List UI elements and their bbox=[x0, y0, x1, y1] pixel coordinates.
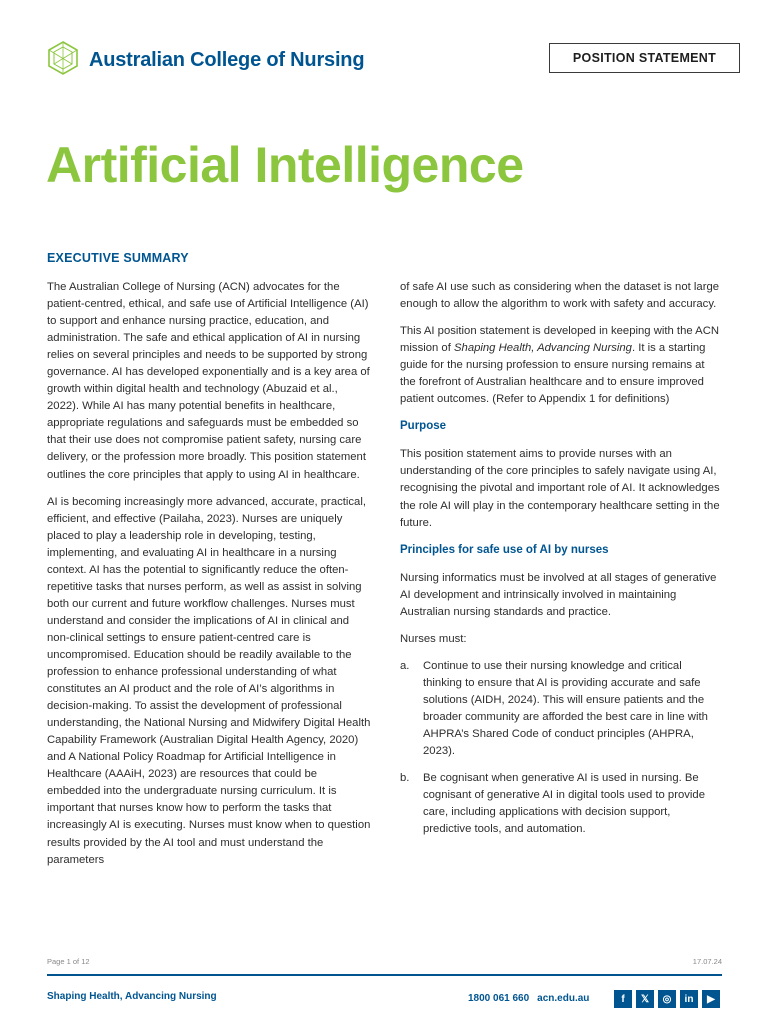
page-title: Artificial Intelligence bbox=[46, 137, 524, 193]
list-item bbox=[400, 770, 720, 838]
footer-meta bbox=[47, 957, 722, 966]
purpose-text: This position statement aims to provide nurses with an understanding of the core principles to safely navigate using AI, recognising the pivotal and important role of AI. It acknowledges the role AI will play in the contemporary healthcare setting in the future. bbox=[400, 448, 720, 529]
acn-logo-icon bbox=[45, 40, 81, 81]
publish-date: 17.07.24 bbox=[692, 957, 722, 966]
youtube-icon[interactable]: ▶ bbox=[702, 990, 720, 1008]
right-column bbox=[400, 279, 720, 848]
org-name: Australian College of Nursing bbox=[89, 49, 365, 71]
website-link[interactable]: acn.edu.au bbox=[537, 993, 590, 1004]
principles-heading: Principles for safe use of AI by nurses bbox=[400, 543, 609, 556]
position-statement-badge: POSITION STATEMENT bbox=[549, 43, 740, 73]
executive-summary-heading: EXECUTIVE SUMMARY bbox=[47, 251, 189, 265]
summary-paragraph-4 bbox=[400, 323, 720, 408]
social-links bbox=[614, 990, 720, 1008]
facebook-icon[interactable]: f bbox=[614, 990, 632, 1008]
principles-intro: Nursing informatics must be involved at all stages of generative AI development and intrinsically involved in maintaining Australian nursing standards and practice. bbox=[400, 571, 717, 618]
phone-number[interactable]: 1800 061 660 bbox=[468, 993, 530, 1004]
summary-paragraph-2: AI is becoming increasingly more advanced, accurate, practical, efficient, and effective (Pailaha, 2023). Nurses are uniquely placed to play a leadership role in developing, testing, implementing, and evaluating AI in healthcare in a nursing context. AI has the potential to significantly reduce the often-repetitive tasks that nurses perform, as well as assist in solving both our current and future workflow challenges. Nurses must understand and consider the implications of AI in clinical and non-clinical settings to ensure patient-centred care is uncompromised. Education should be readily available to the profession to enhance professional understanding of what constitutes an AI product and the role of AI’s algorithms in decision-making. To assist the development of professional understanding, the National Nursing and Midwifery Digital Health Capability Framework (Australian Digital Health Agency, 2020) and A National Policy Roadmap for Artificial Intelligence in Healthcare (AAAiH, 2023) are resources that could be embedded into the undergraduate nursing curriculum. It is important that nurses know how to perform the tasks that increasingly AI is executing. Nurses must know when to question results provided by the AI tool and must understand the parameters bbox=[47, 495, 371, 866]
acn-logo[interactable] bbox=[45, 40, 364, 81]
linkedin-icon[interactable]: in bbox=[680, 990, 698, 1008]
list-text: Be cognisant when generative AI is used in nursing. Be cognisant of generative AI in digital tools used to provide care, including applications with decision support, predictive tools, and automation. bbox=[423, 772, 705, 836]
footer-divider bbox=[47, 974, 722, 976]
header bbox=[45, 40, 740, 76]
summary-paragraph-1: The Australian College of Nursing (ACN) advocates for the patient-centred, ethical, and safe use of Artificial Intelligence (AI) to support and enhance nursing practice, education, and administration. The safe and ethical application of AI in nursing relies on several principles and needs to be supported by strong governance. AI has developed exponentially and is a key area of growth within digital health and technology (Abuzaid et al., 2022). While AI has many potential benefits in healthcare, appropriate regulations and safeguards must be embedded so that their use does not compromise patient safety, nursing care delivery, or the profession more broadly. This position statement outlines the core principles that apply to using AI in healthcare. bbox=[47, 281, 370, 481]
footer-tagline: Shaping Health, Advancing Nursing bbox=[47, 991, 217, 1002]
x-icon[interactable]: 𝕏 bbox=[636, 990, 654, 1008]
nurses-must-lead: Nurses must: bbox=[400, 632, 467, 645]
mission-text-after: . It is a starting guide for the nursing profession to ensure nursing remains at the forefront of Australian healthcare and to ensure improved patient outcomes. (Refer to Appendix 1 for definitions) bbox=[400, 342, 706, 406]
page-number: Page 1 of 12 bbox=[47, 957, 90, 966]
mission-text-before: This AI position statement is developed in keeping with the ACN mission of bbox=[400, 325, 720, 355]
list-item bbox=[400, 658, 720, 760]
purpose-heading: Purpose bbox=[400, 420, 447, 433]
list-marker: a. bbox=[400, 659, 410, 672]
list-marker: b. bbox=[400, 772, 410, 785]
footer-contact bbox=[468, 993, 589, 1004]
mission-italic: Shaping Health, Advancing Nursing bbox=[454, 342, 632, 355]
left-column bbox=[47, 279, 372, 879]
list-text: Continue to use their nursing knowledge and critical thinking to ensure that AI is providing accurate and safe solutions (AIDH, 2024). This will ensure patients and the broader community are afforded the best care in line with AHPRA’s Shared Code of conduct principles (AHPRA, 2023). bbox=[423, 659, 708, 758]
summary-paragraph-3: of safe AI use such as considering when the dataset is not large enough to allow the algorithm to work with safety and accuracy. bbox=[400, 281, 720, 311]
instagram-icon[interactable]: ◎ bbox=[658, 990, 676, 1008]
